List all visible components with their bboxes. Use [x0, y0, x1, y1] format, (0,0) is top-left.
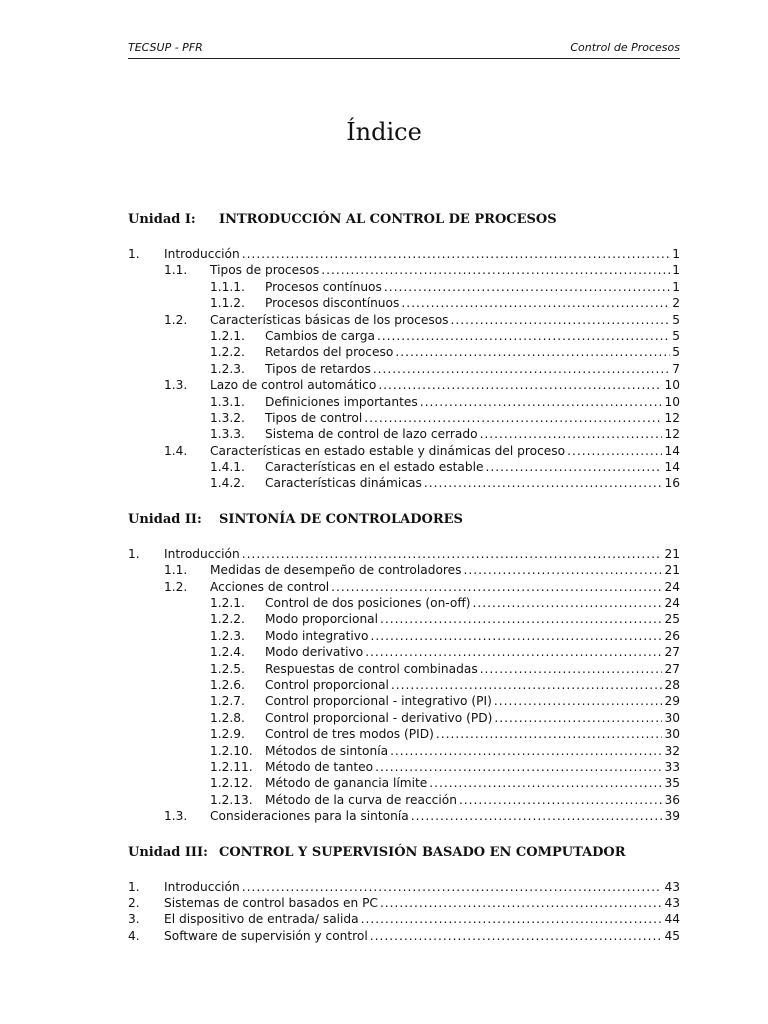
toc-entry-line — [164, 895, 680, 911]
toc-entry-number: 1.2.7. — [210, 694, 245, 709]
toc-entry-label: Características en estado estable y dinámicas del proceso — [210, 443, 566, 458]
toc-entry-page: 16 — [664, 476, 680, 491]
toc-entry-page: 30 — [664, 727, 680, 742]
toc-entry-number: 1.2.4. — [210, 645, 245, 660]
toc-entry-page: 24 — [664, 596, 680, 611]
toc-entry-number: 1.3. — [164, 809, 188, 824]
toc-entry[interactable] — [128, 546, 680, 562]
toc-entry-page: 1 — [672, 247, 680, 261]
toc-entry-label: Tipos de procesos — [210, 263, 320, 278]
toc-entry-line — [210, 377, 680, 393]
toc-entry-line — [210, 312, 680, 328]
toc-entry-number: 1. — [128, 247, 140, 261]
toc-entry-page: 44 — [664, 912, 680, 927]
toc-dot-leader — [378, 377, 662, 393]
toc-entry-page: 7 — [672, 361, 680, 376]
toc-entry-number: 1.2. — [164, 312, 188, 327]
toc-entry-page: 2 — [672, 296, 680, 311]
toc-dot-leader — [401, 295, 670, 311]
toc-entry-line — [265, 677, 680, 693]
toc-entry[interactable] — [128, 661, 680, 677]
toc-entry-number: 2. — [128, 895, 140, 910]
toc-entry[interactable] — [128, 443, 680, 459]
toc-entry-line — [210, 443, 680, 459]
unit-heading — [128, 210, 680, 230]
toc-entry-number: 1.1. — [164, 563, 188, 578]
toc-entry-page: 36 — [664, 792, 680, 807]
toc-dot-leader — [331, 579, 662, 595]
toc-dot-leader — [370, 628, 662, 644]
toc-entry[interactable] — [128, 410, 680, 426]
toc-entry-page: 27 — [664, 645, 680, 660]
toc-entry-page: 39 — [664, 809, 680, 824]
toc-entry-page: 35 — [664, 776, 680, 791]
toc-entry-number: 1.2.13. — [210, 792, 253, 807]
unit-name: Unidad III: — [128, 844, 208, 860]
toc-dot-leader — [365, 644, 662, 660]
toc-entry[interactable] — [128, 928, 680, 944]
toc-entry-page: 27 — [664, 661, 680, 676]
toc-entry-page: 10 — [664, 394, 680, 409]
toc-entry[interactable] — [128, 344, 680, 360]
toc-entry-page: 45 — [664, 928, 680, 943]
toc-entry-number: 1.4. — [164, 443, 188, 458]
toc-entry-label: Control proporcional - integrativo (PI) — [265, 694, 492, 709]
toc-entry-label: Software de supervisión y control — [164, 928, 368, 943]
toc-entry-line — [164, 911, 680, 927]
toc-entry-label: Introducción — [164, 247, 240, 261]
toc-entry-page: 43 — [664, 895, 680, 910]
toc-entry[interactable] — [128, 377, 680, 393]
toc-entry-line — [164, 928, 680, 944]
toc-entry-label: Procesos contínuos — [265, 279, 382, 294]
toc-entry-line — [265, 726, 680, 742]
unit-entries — [128, 546, 680, 825]
toc-dot-leader — [380, 895, 663, 911]
header-right-text: Control de Procesos — [570, 41, 680, 54]
toc-dot-leader — [494, 710, 662, 726]
toc-entry[interactable] — [128, 459, 680, 475]
toc-entry-page: 28 — [664, 677, 680, 692]
toc-entry-number: 1.3.2. — [210, 410, 245, 425]
toc-entry-number: 1.1.2. — [210, 296, 245, 311]
toc-entry-number: 1.2.11. — [210, 759, 253, 774]
toc-entry-label: Control de dos posiciones (on-off) — [265, 596, 471, 611]
toc-entry-number: 1.1.1. — [210, 279, 245, 294]
toc-entry-page: 1 — [672, 263, 680, 278]
toc-dot-leader — [395, 344, 670, 360]
toc-entry[interactable] — [128, 361, 680, 377]
toc-entry-line — [265, 361, 680, 377]
toc-entry-line — [265, 344, 680, 360]
unit-title: CONTROL Y SUPERVISIÓN BASADO EN COMPUTADOR — [219, 844, 626, 860]
toc-entry-line — [265, 475, 680, 491]
toc-entry-label: Consideraciones para la sintonía — [210, 809, 409, 824]
unit-title: SINTONÍA DE CONTROLADORES — [219, 511, 463, 527]
toc-entry-number: 1.1. — [164, 263, 188, 278]
toc-entry-number: 1. — [128, 879, 140, 894]
toc-entry-line — [164, 246, 680, 262]
toc-dot-leader — [459, 792, 663, 808]
toc-entry-line — [265, 410, 680, 426]
toc-entry[interactable] — [128, 295, 680, 311]
toc-entry-label: Control proporcional - derivativo (PD) — [265, 710, 493, 725]
toc-entry[interactable] — [128, 743, 680, 759]
toc-entry-label: Definiciones importantes — [265, 394, 418, 409]
toc-entry-number: 1.2.12. — [210, 776, 253, 791]
toc-entry-page: 14 — [664, 443, 680, 458]
toc-entry-page: 14 — [664, 460, 680, 475]
toc-entry-label: Características en el estado estable — [265, 460, 484, 475]
toc-entry-number: 1.2.1. — [210, 596, 245, 611]
toc-entry[interactable] — [128, 328, 680, 344]
toc-entry-number: 1.4.1. — [210, 460, 245, 475]
toc-dot-leader — [436, 726, 663, 742]
toc-entry[interactable] — [128, 312, 680, 328]
unit-title: INTRODUCCIÓN AL CONTROL DE PROCESOS — [219, 212, 557, 227]
toc-entry-number: 1.4.2. — [210, 476, 245, 491]
header-left-text: TECSUP - PFR — [128, 41, 203, 54]
toc-entry-line — [265, 693, 680, 709]
toc-entry-label: Control proporcional — [265, 677, 389, 692]
toc-entry-number: 1.2. — [164, 579, 188, 594]
toc-dot-leader — [390, 743, 662, 759]
toc-entry-label: Características dinámicas — [265, 476, 422, 491]
toc-entry-line — [265, 426, 680, 442]
toc-dot-leader — [364, 410, 662, 426]
toc-dot-leader — [480, 426, 663, 442]
toc-entry-page: 32 — [664, 743, 680, 758]
toc-entry-page: 12 — [664, 410, 680, 425]
toc-entry-label: Introducción — [164, 546, 240, 561]
toc-entry-line — [265, 394, 680, 410]
toc-entry-page: 10 — [664, 378, 680, 393]
unit-heading — [128, 510, 680, 530]
toc-entry-label: Método de la curva de reacción — [265, 792, 457, 807]
toc-entry-label: Acciones de control — [210, 579, 330, 594]
toc-entry-number: 1.2.3. — [210, 628, 245, 643]
toc-entry[interactable] — [128, 879, 680, 895]
unit-name: Unidad II: — [128, 511, 202, 527]
toc-entry-page: 30 — [664, 710, 680, 725]
toc-entry-line — [265, 710, 680, 726]
toc-entry[interactable] — [128, 426, 680, 442]
toc-entry-number: 1.3.1. — [210, 394, 245, 409]
toc-entry-number: 1.2.5. — [210, 661, 245, 676]
toc-entry-line — [265, 759, 680, 775]
toc-entry-label: Introducción — [164, 879, 240, 894]
toc-dot-leader — [480, 661, 663, 677]
toc-entry-line — [265, 743, 680, 759]
toc-dot-leader — [242, 546, 663, 562]
toc-entry-line — [265, 279, 680, 295]
toc-entry-number: 4. — [128, 928, 140, 943]
toc-entry-label: Respuestas de control combinadas — [265, 661, 478, 676]
toc-entry-label: Control de tres modos (PID) — [265, 727, 434, 742]
toc-entry[interactable] — [128, 710, 680, 726]
toc-entry-line — [164, 879, 680, 895]
toc-entry[interactable] — [128, 394, 680, 410]
toc-entry-number: 1.2.8. — [210, 710, 245, 725]
toc-dot-leader — [242, 879, 663, 895]
toc-dot-leader — [473, 595, 663, 611]
toc-entry-number: 1. — [128, 546, 140, 561]
toc-dot-leader — [567, 443, 662, 459]
toc-entry[interactable] — [128, 246, 680, 262]
toc-entry-label: Sistemas de control basados en PC — [164, 895, 378, 910]
toc-dot-leader — [420, 394, 663, 410]
toc-dot-leader — [424, 475, 663, 491]
toc-entry-page: 21 — [664, 546, 680, 561]
toc-entry-number: 1.3.3. — [210, 427, 245, 442]
toc-dot-leader — [494, 693, 663, 709]
toc-entry[interactable] — [128, 595, 680, 611]
toc-entry-line — [265, 328, 680, 344]
toc-entry-page: 5 — [672, 345, 680, 360]
toc-entry[interactable] — [128, 475, 680, 491]
toc-entry-label: Modo derivativo — [265, 645, 364, 660]
toc-entry-page: 5 — [672, 328, 680, 343]
toc-entry-line — [265, 792, 680, 808]
toc-entry-line — [210, 579, 680, 595]
toc-entry-line — [265, 775, 680, 791]
toc-entry-label: Modo proporcional — [265, 612, 379, 627]
toc-entry[interactable] — [128, 808, 680, 824]
toc-entry-line — [265, 611, 680, 627]
toc-dot-leader — [242, 246, 671, 262]
toc-dot-leader — [451, 312, 671, 328]
toc-entry[interactable] — [128, 644, 680, 660]
toc-entry-line — [164, 546, 680, 562]
toc-entry-page: 21 — [664, 563, 680, 578]
toc-entry-number: 1.2.6. — [210, 677, 245, 692]
toc-entry-line — [265, 295, 680, 311]
toc-entry[interactable] — [128, 262, 680, 278]
toc-entry-line — [265, 661, 680, 677]
toc-entry-line — [265, 644, 680, 660]
toc-entry-number: 1.2.2. — [210, 612, 245, 627]
toc-entry[interactable] — [128, 579, 680, 595]
toc-entry-label: Características básicas de los procesos — [210, 312, 449, 327]
toc-dot-leader — [384, 279, 670, 295]
toc-dot-leader — [321, 262, 670, 278]
toc-entry[interactable] — [128, 628, 680, 644]
toc-entry-number: 1.2.10. — [210, 743, 253, 758]
toc-entry-label: El dispositivo de entrada/ salida — [164, 912, 359, 927]
toc-entry-label: Procesos discontínuos — [265, 296, 400, 311]
toc-entry-label: Método de ganancia límite — [265, 776, 428, 791]
toc-entry-label: Modo integrativo — [265, 628, 369, 643]
toc-entry-line — [265, 595, 680, 611]
toc-entry-page: 5 — [672, 312, 680, 327]
toc-entry-label: Tipos de retardos — [265, 361, 371, 376]
toc-entry[interactable] — [128, 562, 680, 578]
unit-heading — [128, 843, 680, 863]
toc-dot-leader — [391, 677, 663, 693]
toc-entry-label: Método de tanteo — [265, 759, 374, 774]
toc-entry-label: Retardos del proceso — [265, 345, 394, 360]
toc-entry-page: 1 — [672, 279, 680, 294]
toc-entry-label: Cambios de carga — [265, 328, 375, 343]
toc-entry[interactable] — [128, 911, 680, 927]
page-header — [128, 40, 680, 59]
toc-entry-number: 1.2.1. — [210, 328, 245, 343]
toc-entry-line — [265, 628, 680, 644]
toc-entry-number: 1.2.9. — [210, 727, 245, 742]
table-of-contents — [128, 210, 680, 944]
toc-entry-label: Sistema de control de lazo cerrado — [265, 427, 478, 442]
toc-entry[interactable] — [128, 792, 680, 808]
toc-entry[interactable] — [128, 611, 680, 627]
toc-entry-number: 1.3. — [164, 378, 188, 393]
toc-entry-label: Métodos de sintonía — [265, 743, 389, 758]
toc-dot-leader — [485, 459, 662, 475]
toc-entry[interactable] — [128, 775, 680, 791]
toc-dot-leader — [377, 328, 670, 344]
toc-entry-label: Lazo de control automático — [210, 378, 377, 393]
toc-dot-leader — [375, 759, 662, 775]
toc-dot-leader — [464, 562, 663, 578]
toc-entry-line — [210, 262, 680, 278]
toc-entry-line — [210, 562, 680, 578]
toc-dot-leader — [373, 361, 670, 377]
toc-entry-page: 43 — [664, 879, 680, 894]
toc-dot-leader — [370, 928, 663, 944]
unit-entries — [128, 246, 680, 492]
toc-entry-number: 1.2.3. — [210, 361, 245, 376]
page-title: Índice — [346, 118, 422, 146]
toc-entry-page: 25 — [664, 612, 680, 627]
toc-dot-leader — [380, 611, 662, 627]
toc-entry-page: 33 — [664, 759, 680, 774]
toc-entry-number: 1.2.2. — [210, 345, 245, 360]
toc-entry[interactable] — [128, 677, 680, 693]
toc-entry[interactable] — [128, 279, 680, 295]
toc-dot-leader — [361, 911, 663, 927]
toc-entry-line — [265, 459, 680, 475]
toc-entry-page: 24 — [664, 579, 680, 594]
toc-entry-line — [210, 808, 680, 824]
toc-entry-label: Medidas de desempeño de controladores — [210, 563, 462, 578]
toc-entry[interactable] — [128, 895, 680, 911]
toc-entry[interactable] — [128, 693, 680, 709]
toc-entry-label: Tipos de control — [265, 410, 363, 425]
toc-entry-page: 26 — [664, 628, 680, 643]
toc-entry[interactable] — [128, 726, 680, 742]
toc-entry-page: 12 — [664, 427, 680, 442]
toc-dot-leader — [411, 808, 663, 824]
toc-entry[interactable] — [128, 759, 680, 775]
toc-entry-number: 3. — [128, 912, 140, 927]
unit-entries — [128, 879, 680, 945]
unit-name: Unidad I: — [128, 212, 196, 227]
toc-entry-page: 29 — [664, 694, 680, 709]
toc-dot-leader — [429, 775, 662, 791]
